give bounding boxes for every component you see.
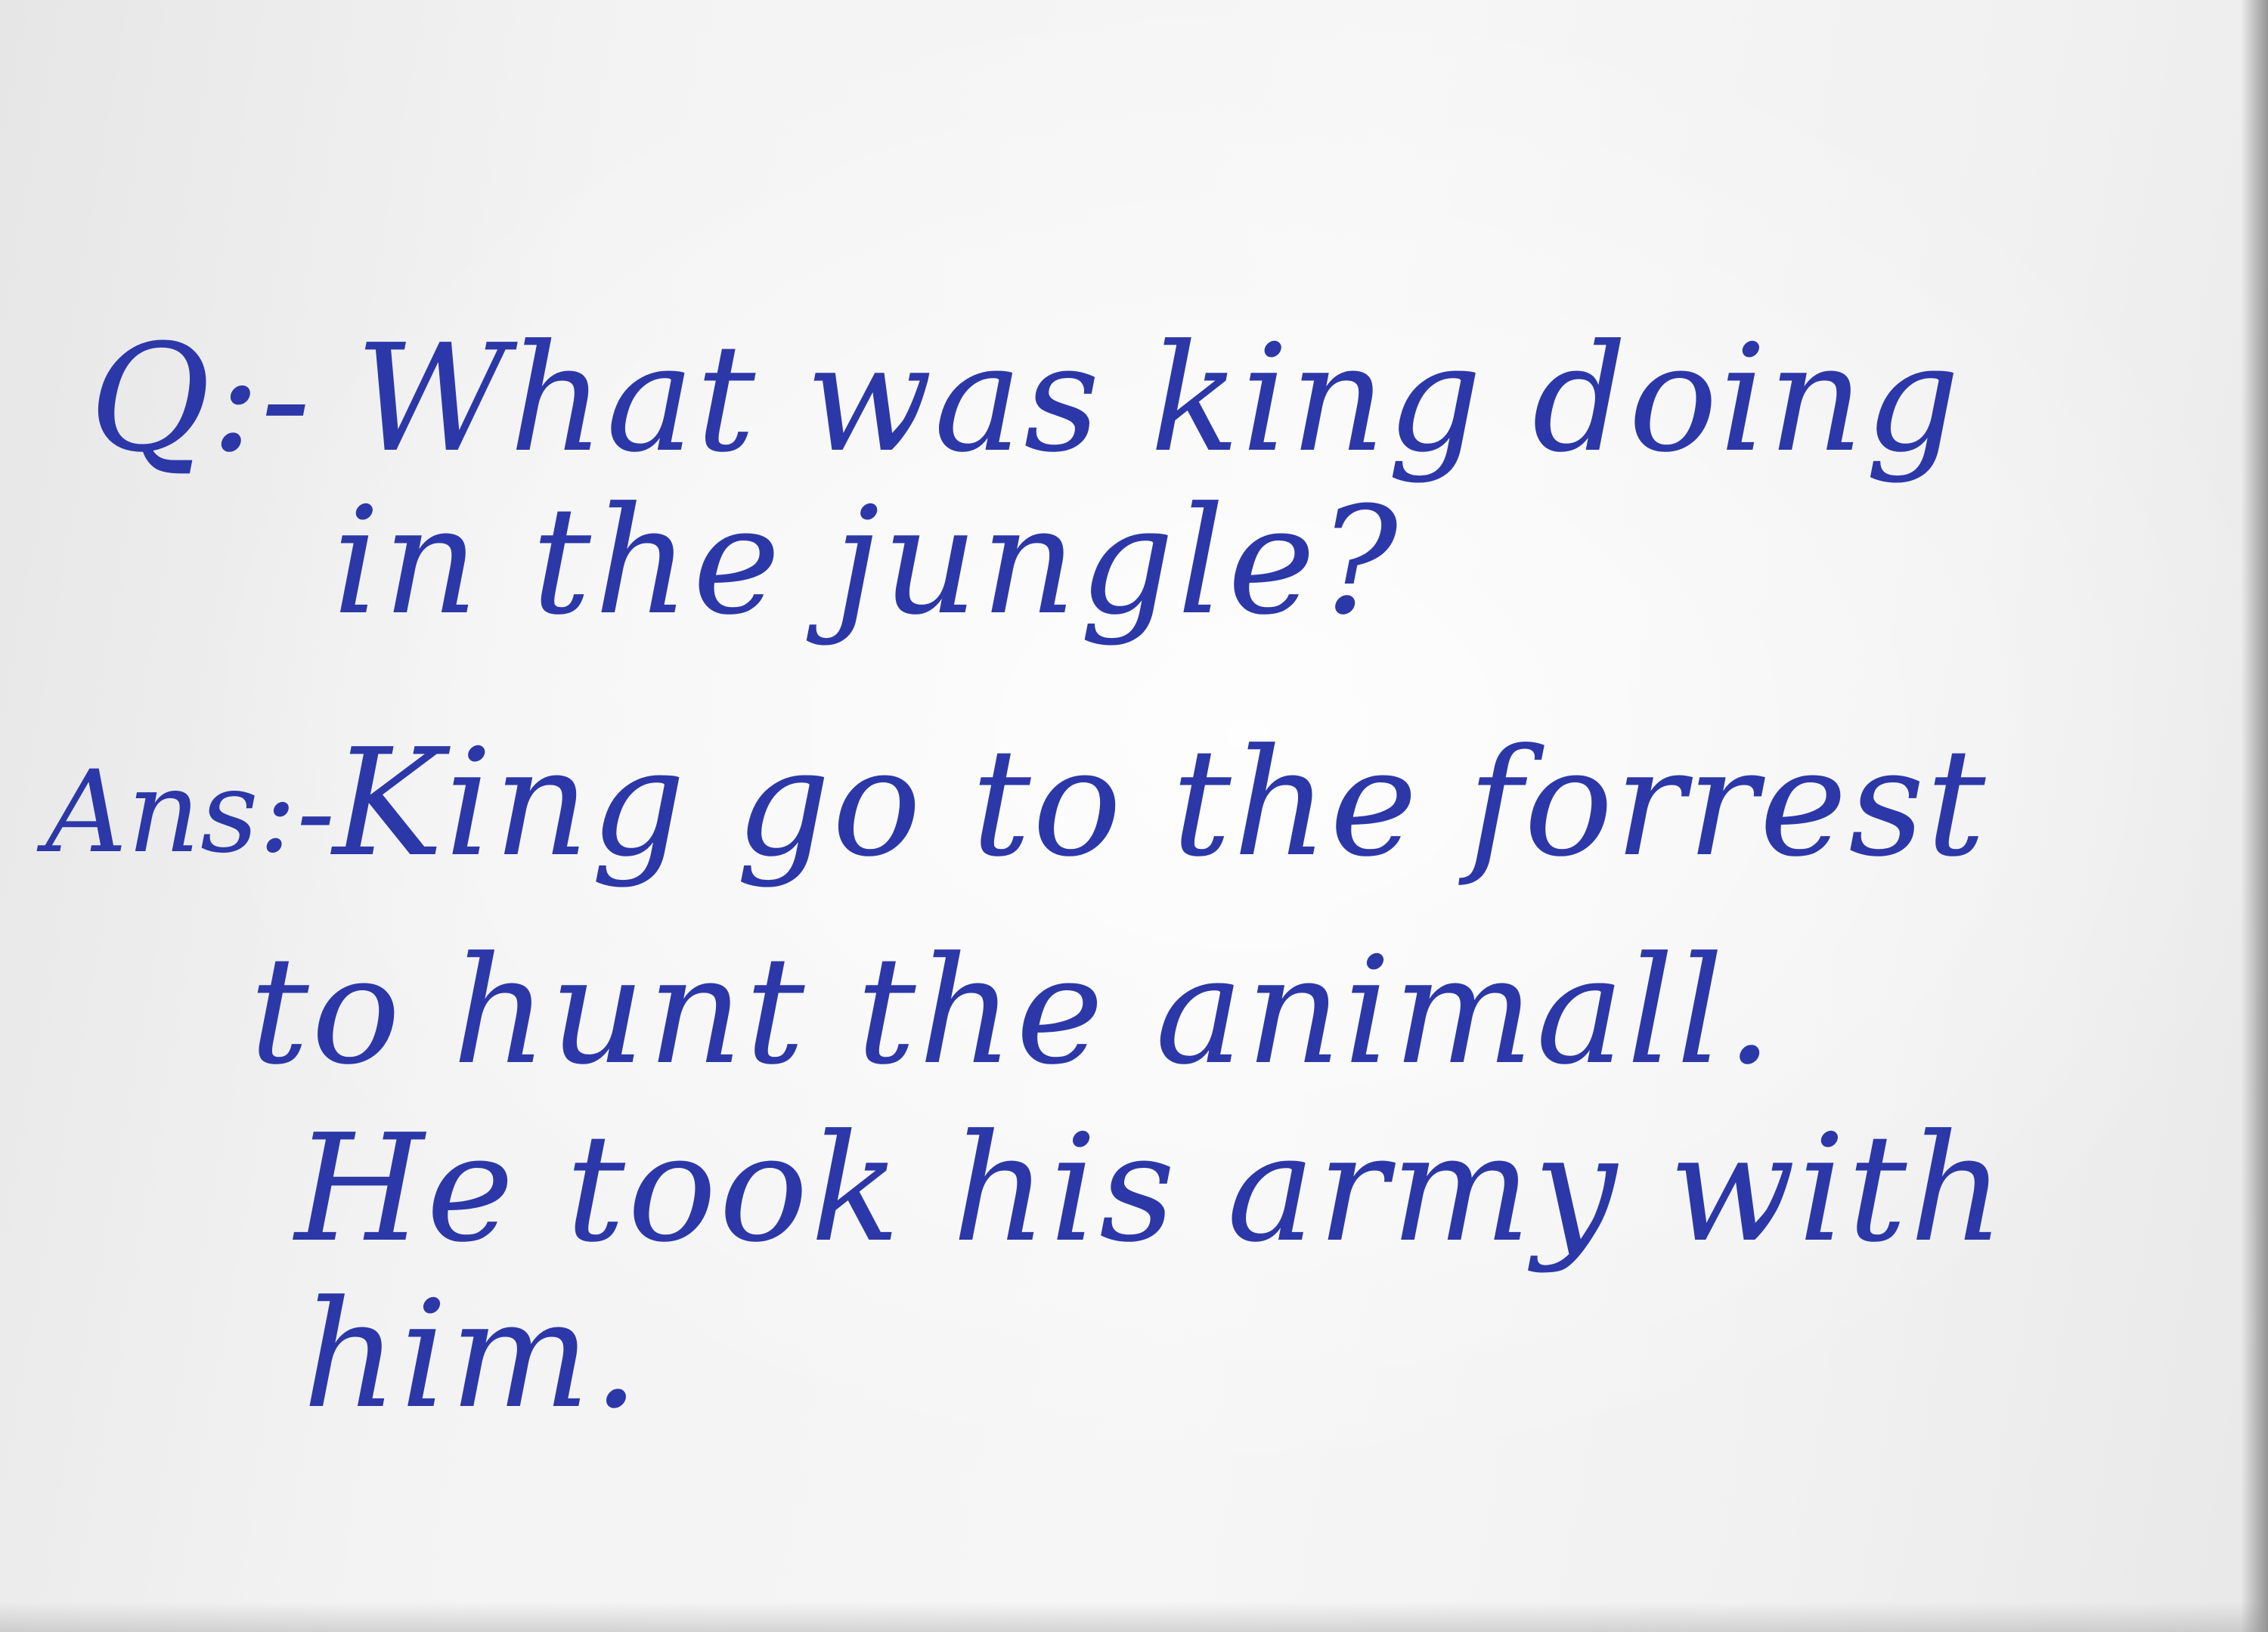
- answer-line-2: to hunt the animall.: [249, 925, 1776, 1098]
- page-edge-shadow-bottom: [0, 1602, 2268, 1632]
- question-label: Q:-: [89, 313, 311, 485]
- answer-line-1: King go to the forrest: [333, 717, 1988, 890]
- question-line-1: What was king doing: [355, 313, 1962, 485]
- answer-line-3: He took his army with: [295, 1103, 2007, 1275]
- answer-label: Ans:-: [45, 747, 336, 878]
- page-edge-shadow-right: [2241, 0, 2268, 1632]
- answer-line-4: him.: [302, 1269, 643, 1442]
- question-line-2: in the jungle?: [333, 475, 1401, 648]
